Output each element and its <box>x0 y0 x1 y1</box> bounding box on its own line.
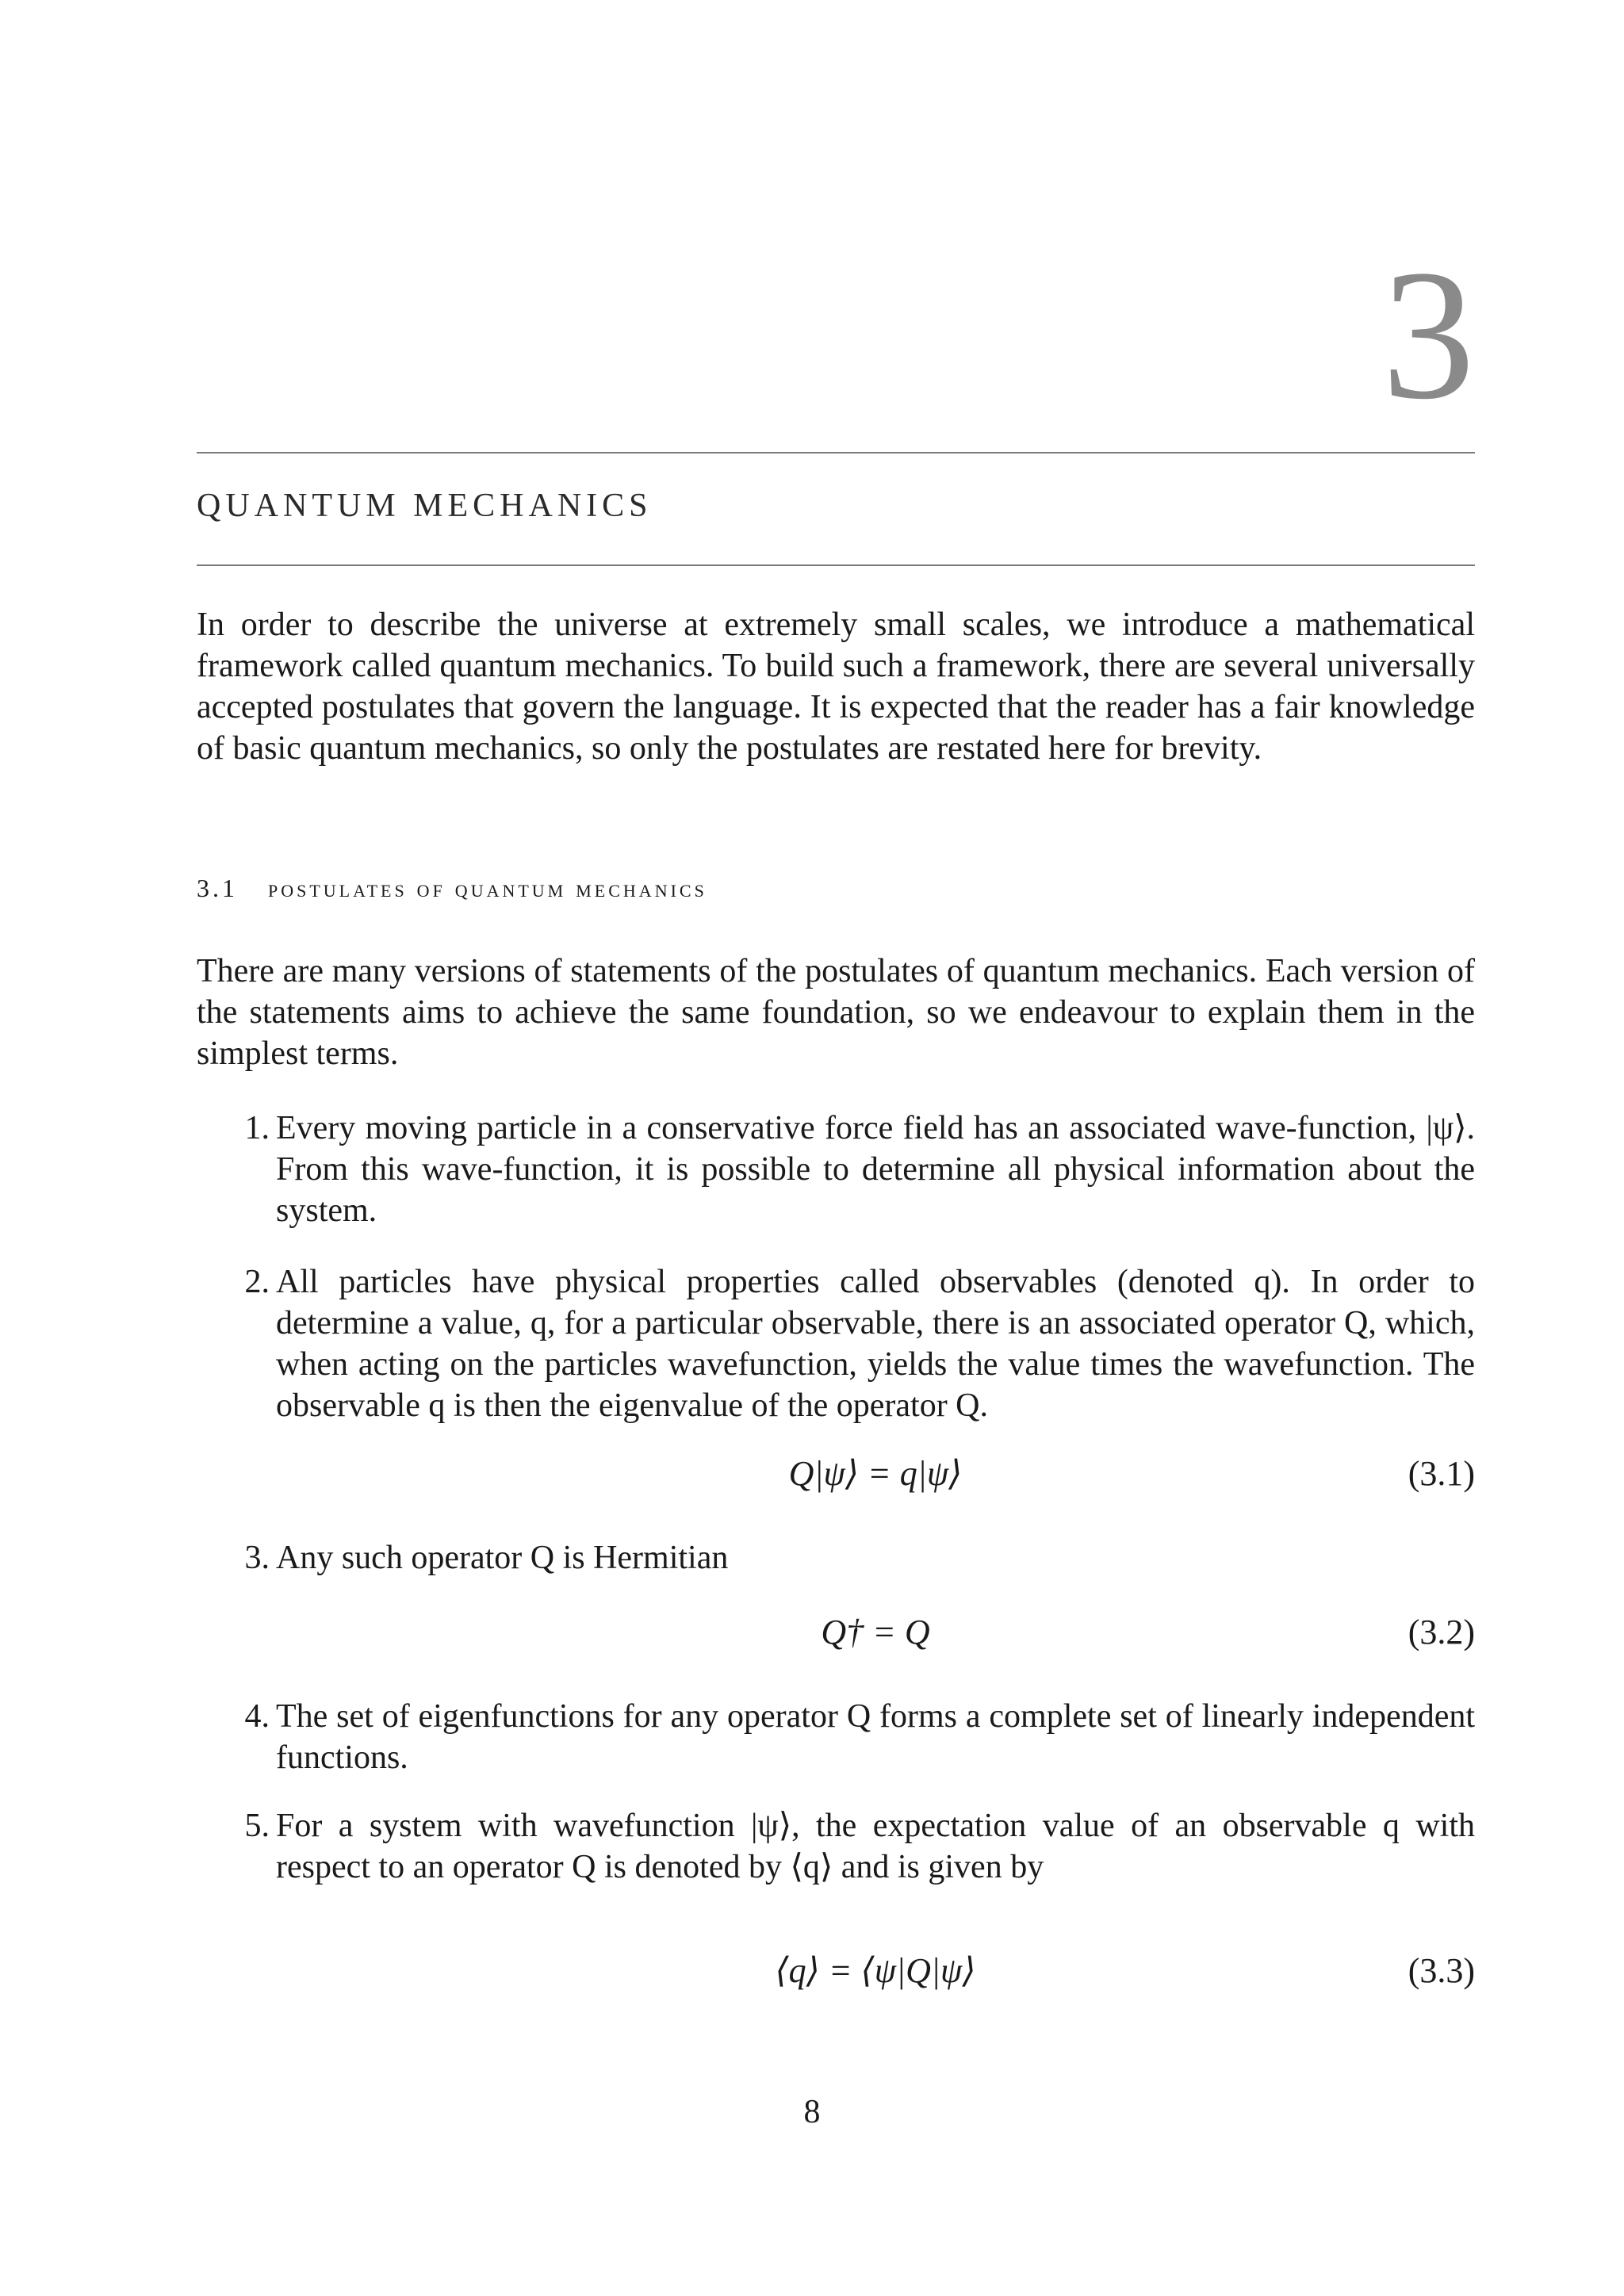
postulate-text: Any such operator Q is Hermitian <box>276 1540 729 1576</box>
section-title: postulates of quantum mechanics <box>268 874 707 902</box>
equation-number: (3.2) <box>1408 1613 1475 1651</box>
equation-expression: ⟨q⟩ = ⟨ψ|Q|ψ⟩ <box>775 1951 976 1990</box>
postulate-item <box>244 1261 1475 1426</box>
equation-expression: Q† = Q <box>821 1613 930 1651</box>
postulate-item <box>244 1805 1475 1888</box>
equation-3-2 <box>276 1612 1475 1653</box>
intro-paragraph: In order to describe the universe at extremely small scales, we introduce a mathematical framework called quantum mechanics. To build such a framework, there are several universally accepted postulates that govern the language. It is expected that the reader has a fair knowledge of basic quantum mechanics, so only the postulates are restated here for brevity. <box>197 607 1475 767</box>
chapter-title: QUANTUM MECHANICS <box>197 488 653 524</box>
postulate-item <box>244 1537 1475 1578</box>
postulate-text: All particles have physical properties called observables (denoted q). In order to determine a value, q, for a particular observable, there is an associated operator Q, which, when acting on the particles wavefunction, yields the value times the wavefunction. The observable q is then the eigenvalue of the operator Q. <box>276 1264 1475 1424</box>
postulate-text: For a system with wavefunction |ψ⟩, the expectation value of an observable q with respect to an operator Q is denoted by ⟨q⟩ and is given by <box>276 1808 1475 1885</box>
equation-expression: Q|ψ⟩ = q|ψ⟩ <box>788 1454 963 1493</box>
section-heading <box>197 875 707 901</box>
section-paragraph: There are many versions of statements of the postulates of quantum mechanics. Each version of the statements aims to achieve the same foundation, so we endeavour to explain them in the simplest terms. <box>197 953 1475 1072</box>
list-marker: 2. <box>244 1264 270 1300</box>
list-marker: 5. <box>244 1808 270 1844</box>
equation-3-3 <box>276 1950 1475 1992</box>
equation-3-1 <box>276 1453 1475 1494</box>
list-marker: 1. <box>244 1110 270 1146</box>
chapter-rule-bottom <box>197 564 1475 566</box>
postulate-item <box>244 1696 1475 1778</box>
chapter-rule-top <box>197 452 1475 453</box>
page-number: 8 <box>803 2094 821 2130</box>
equation-number: (3.1) <box>1408 1454 1475 1493</box>
list-marker: 3. <box>244 1540 270 1576</box>
chapter-number: 3 <box>1381 232 1475 438</box>
list-marker: 4. <box>244 1698 270 1735</box>
postulate-item <box>244 1108 1475 1231</box>
section-number: 3.1 <box>197 874 238 902</box>
equation-number: (3.3) <box>1408 1951 1475 1990</box>
postulate-text: Every moving particle in a conservative force field has an associated wave-function, |ψ⟩. From this wave-function, it is possible to determine all physical information about the system. <box>276 1110 1475 1229</box>
postulate-text: The set of eigenfunctions for any operator Q forms a complete set of linearly independent functions. <box>276 1698 1475 1776</box>
